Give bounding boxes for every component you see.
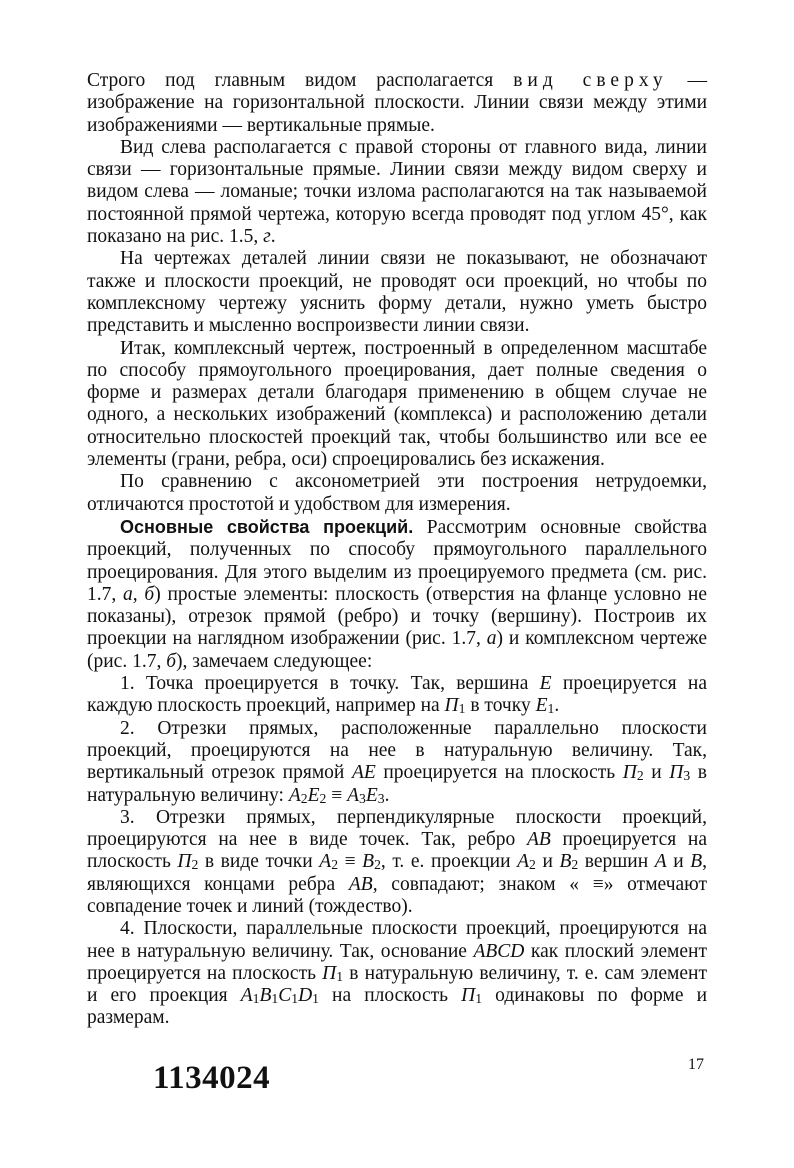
text-run: E <box>535 695 548 717</box>
text-run: A <box>240 985 253 1007</box>
text-run: Вид слева располагается с правой стороны от главного вида, линии связи — горизонтальные прямые. Линии связи между видом сверху и видом слева — ломаные; точки излома располагаются на так называемой постоянной прямой чертежа, которую всегда проводят под углом 45°, как показано на рис. 1.5, <box>87 136 707 248</box>
text-run: и <box>535 851 560 873</box>
text-run: A <box>347 784 359 806</box>
text-run: ), замечаем следующее: <box>176 650 373 672</box>
text-run: Рассмотрим основные свойства проекций, полученных по способу прямоугольного параллельного проецирования. Для этого выделим из проецируемого предмета (см. рис. 1.7, <box>87 516 707 605</box>
text-run: B <box>362 851 375 873</box>
paragraph <box>87 516 707 673</box>
text-run: Итак, комплексный чертеж, построенный в определенном масштабе по способу прямоугольного проецирования, дает полные сведения о форме и размерах детали благодаря применению в общем случае не одного, а нескольких изображений (комплекса) и расположению детали относительно плоскостей проекций так, чтобы большинство или все ее элементы (грани, ребра, оси) спроецировались без искажения. <box>87 337 707 471</box>
text-run: 3 <box>683 768 691 784</box>
text-run: в натуральную величину: <box>87 762 707 806</box>
text-run: A <box>288 784 301 806</box>
text-run: E <box>365 784 378 806</box>
text-run: 2 <box>529 857 536 873</box>
text-run: 2 <box>374 857 381 873</box>
text-run: AB <box>526 829 551 851</box>
text-run: вид сверху <box>513 70 668 91</box>
paragraph <box>87 471 707 516</box>
text-run: — изображение на горизонтальной плоскости. Линии связи между этими изображениями — вертикальные прямые. <box>87 70 707 136</box>
text-run: ) и комплексном чертеже (рис. 1.7, <box>87 628 707 672</box>
text-run: A <box>517 851 530 873</box>
text-run: в виде точки <box>198 851 320 873</box>
text-run: ≡ <box>326 784 348 806</box>
text-run: ) простые элементы: плоскость (отверстия на фланце условно не показаны), отрезок прямой (ребро) и точку (вершину). Построив их проекции на наглядном изображении (рис. 1.7, <box>87 583 707 650</box>
text-run: 1 <box>271 991 279 1007</box>
text-run: проецируется на плоскость <box>87 829 707 873</box>
text-run: ≡ <box>338 851 363 873</box>
text-run: 2 <box>191 857 199 873</box>
text-run: 1. Точка проецируется в точку. Так, вершина <box>120 673 540 695</box>
text-run: Строго под главным видом располагается <box>87 70 514 91</box>
text-run: на плоскость <box>318 985 462 1007</box>
text-run: AE <box>351 762 376 784</box>
text-run: П <box>322 962 337 984</box>
text-run: в точку <box>465 695 536 717</box>
text-run: На чертежах деталей линии связи не показывают, не обозначают также и плоскости проекций, не проводят оси проекций, но чтобы по комплексному чертежу уяснить форму детали, нужно уметь быстро представить и мысленно воспроизвести линии связи. <box>87 248 707 337</box>
text-run: C <box>278 985 292 1007</box>
text-run: 3 <box>358 790 366 806</box>
paragraph <box>87 70 707 137</box>
text-run: как плоский элемент проецируется на плоскость <box>87 940 707 984</box>
text-run: D <box>298 985 313 1007</box>
paragraph <box>87 918 707 1029</box>
paragraph <box>87 248 707 337</box>
text-run: 3 <box>377 790 385 806</box>
text-run: в натуральную величину, т. е. сам элемент и его проекция <box>87 962 707 1007</box>
text-run: 1 <box>475 991 483 1007</box>
text-run: 2 <box>571 857 579 873</box>
text-run: B <box>690 851 703 873</box>
text-run: 1 <box>291 991 299 1007</box>
text-run: 4. Плоскости, параллельные плоскости проекций, проецируются на нее в натуральную величину. Так, основание <box>87 918 707 962</box>
text-run: П <box>669 762 684 784</box>
text-run: , являющихся концами ребра <box>87 851 708 895</box>
text-run: П <box>177 851 192 873</box>
text-run: 2 <box>319 790 327 806</box>
paragraph <box>87 137 707 248</box>
text-run: совпадают; знаком « ≡» отмечают совпадение точек и линий (тождество). <box>87 873 708 917</box>
text-run: , т. е. проекции <box>380 851 518 873</box>
print-code: 1134024 <box>153 1060 271 1096</box>
text-run: 1 <box>252 991 260 1007</box>
text-run: По сравнению с аксонометрией эти построения нетрудоемки, отличаются простотой и удобством для измерения. <box>87 471 707 515</box>
text-run: а <box>486 628 497 650</box>
text-run: 1 <box>312 991 319 1007</box>
text-run: ABCD <box>473 940 525 962</box>
paragraph <box>87 673 707 718</box>
text-run: 1 <box>458 701 466 717</box>
text-run: E <box>539 673 552 695</box>
text-run: одинаковы по форме и размерам. <box>87 985 708 1029</box>
paragraph <box>87 718 707 807</box>
section-heading: Основные свойства проекций. <box>120 516 414 537</box>
text-run: 3. Отрезки прямых, перпендикулярные плоскости проекций, проецируются на нее в виде точек. Так, ребро <box>87 806 707 851</box>
text-run: и <box>666 851 691 873</box>
text-run: П <box>461 985 476 1007</box>
text-run: AB, <box>348 873 378 895</box>
body-text <box>87 70 707 1030</box>
text-run: 1 <box>336 968 344 984</box>
text-run: 2 <box>331 857 339 873</box>
text-run: вершин <box>578 851 655 873</box>
paragraph <box>87 807 707 918</box>
paragraph <box>87 338 707 472</box>
text-run: B <box>559 851 572 873</box>
text-run: A <box>654 851 667 873</box>
page-number: 17 <box>688 1056 704 1073</box>
text-run: П <box>444 695 459 717</box>
text-run: 2 <box>636 768 644 784</box>
text-run: 1 <box>547 701 555 717</box>
text-run: . <box>384 784 390 806</box>
text-run: и <box>643 762 670 784</box>
text-run: проецируется на плоскость <box>375 762 623 784</box>
text-run: . <box>270 226 276 248</box>
text-run: П <box>622 762 637 784</box>
text-run: г <box>263 226 271 248</box>
text-run: B <box>259 985 272 1007</box>
text-run: A <box>319 851 332 873</box>
text-run: . <box>554 695 560 717</box>
text-run: проецируется на каждую плоскость проекций, например на <box>87 673 707 717</box>
text-run: E <box>307 784 320 806</box>
text-run: а, б <box>123 583 155 605</box>
text-run: 2. Отрезки прямых, расположенные параллельно плоскости проекций, проецируются на нее в натуральную величину. Так, вертикальный отрезок прямой <box>87 717 707 784</box>
text-run: 2 <box>300 790 308 806</box>
text-run: б <box>166 650 177 672</box>
